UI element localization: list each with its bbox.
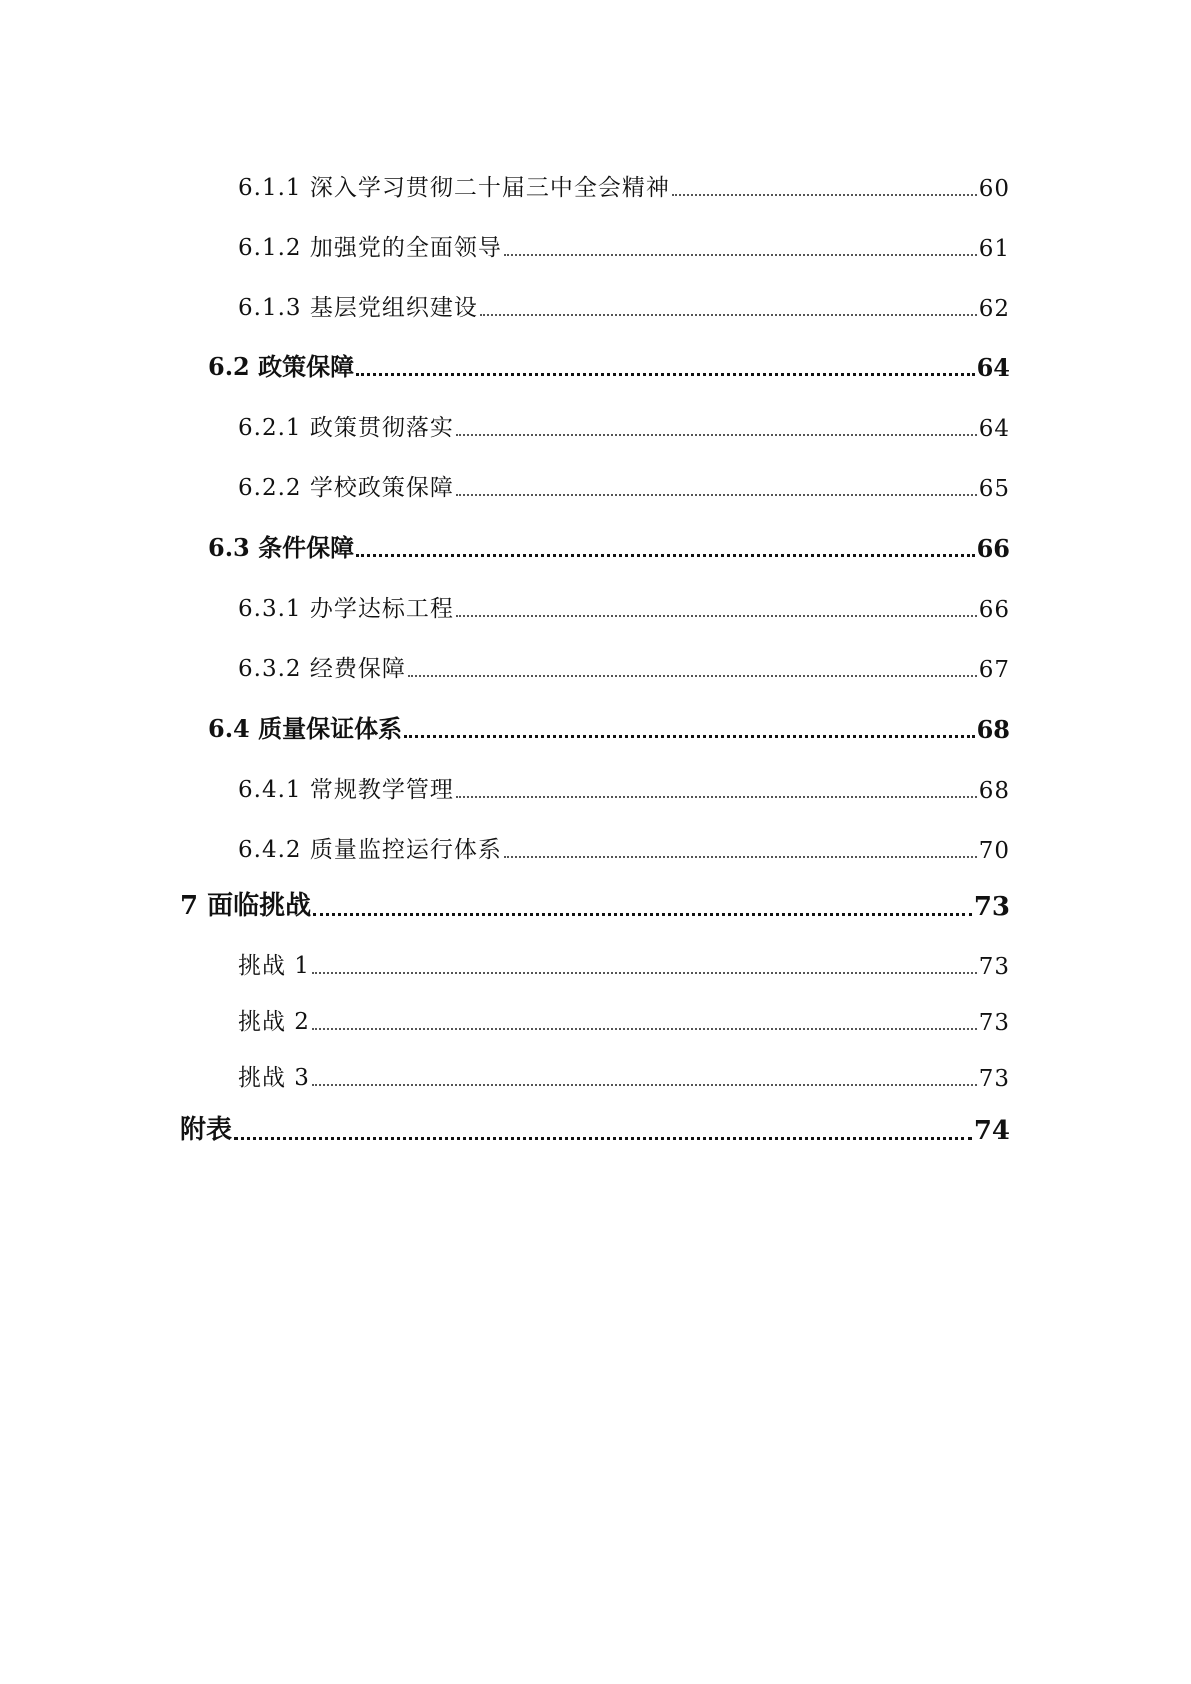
toc-entry-page: 73 <box>978 1010 1010 1036</box>
toc-entry-title: 6.2.1 政策贯彻落实 <box>238 415 454 441</box>
dot-leader <box>234 1136 972 1140</box>
dot-leader <box>456 795 977 798</box>
toc-entry-title: 6.3 条件保障 <box>208 533 355 562</box>
toc-entry-title: 6.2.2 学校政策保障 <box>238 475 454 501</box>
toc-entry[interactable] <box>238 466 1010 502</box>
toc-entry-title: 挑战 3 <box>238 1065 310 1091</box>
dot-leader <box>312 971 977 974</box>
dot-leader <box>672 193 977 196</box>
dot-leader <box>404 734 974 738</box>
toc-entry-title: 6.1.3 基层党组织建设 <box>238 295 478 321</box>
dot-leader <box>504 253 977 256</box>
toc-entry-title: 附表 <box>180 1115 233 1145</box>
toc-entry-title: 6.1.1 深入学习贯彻二十届三中全会精神 <box>238 175 670 201</box>
dot-leader <box>456 614 977 617</box>
toc-entry[interactable] <box>238 286 1010 322</box>
toc-entry-page: 66 <box>978 597 1010 623</box>
toc-entry-page: 61 <box>978 236 1010 262</box>
toc-entry-title: 6.4 质量保证体系 <box>208 714 403 743</box>
dot-leader <box>356 372 974 376</box>
toc-entry-page: 73 <box>978 954 1010 980</box>
toc-entry[interactable] <box>238 828 1010 864</box>
toc-entry-title: 6.1.2 加强党的全面领导 <box>238 235 502 261</box>
toc-entry-title: 挑战 1 <box>238 953 310 979</box>
toc-entry-page: 66 <box>976 534 1010 563</box>
toc-entry[interactable] <box>238 166 1010 202</box>
dot-leader <box>312 1083 977 1086</box>
toc-entry-page: 73 <box>978 1066 1010 1092</box>
toc-entry-page: 64 <box>976 353 1010 382</box>
dot-leader <box>312 1027 977 1030</box>
toc-entry[interactable] <box>238 406 1010 442</box>
toc-entry[interactable] <box>180 886 1010 922</box>
dot-leader <box>313 912 972 916</box>
toc-entry-page: 74 <box>973 1116 1010 1146</box>
toc-entry-page: 65 <box>978 476 1010 502</box>
toc-entry-page: 68 <box>976 715 1010 744</box>
dot-leader <box>504 855 977 858</box>
toc-entry-page: 67 <box>978 657 1010 683</box>
toc-entry[interactable] <box>180 1110 1010 1146</box>
toc-entry[interactable] <box>208 527 1010 563</box>
toc-entry-page: 73 <box>973 892 1010 922</box>
toc-entry-title: 挑战 2 <box>238 1009 310 1035</box>
toc-entry-page: 70 <box>978 838 1010 864</box>
toc-entry-page: 64 <box>978 416 1010 442</box>
toc-entry[interactable] <box>238 768 1010 804</box>
toc-entry[interactable] <box>238 1000 1010 1036</box>
toc-entry-page: 62 <box>978 296 1010 322</box>
toc-entry-title: 6.2 政策保障 <box>208 352 355 381</box>
toc-entry-title: 7 面临挑战 <box>180 891 312 921</box>
toc-entry[interactable] <box>238 944 1010 980</box>
dot-leader <box>356 553 974 557</box>
dot-leader <box>408 674 977 677</box>
toc-entry[interactable] <box>238 587 1010 623</box>
dot-leader <box>480 313 977 316</box>
toc-entry[interactable] <box>238 647 1010 683</box>
dot-leader <box>456 493 977 496</box>
toc-entry-title: 6.4.1 常规教学管理 <box>238 777 454 803</box>
toc-entry[interactable] <box>208 346 1010 382</box>
toc-entry-title: 6.3.1 办学达标工程 <box>238 596 454 622</box>
toc-entry[interactable] <box>238 226 1010 262</box>
toc-entry[interactable] <box>208 708 1010 744</box>
toc-entry[interactable] <box>238 1056 1010 1092</box>
toc-entry-page: 68 <box>978 778 1010 804</box>
toc-entry-title: 6.3.2 经费保障 <box>238 656 406 682</box>
dot-leader <box>456 433 977 436</box>
toc-entry-page: 60 <box>978 176 1010 202</box>
toc-entry-title: 6.4.2 质量监控运行体系 <box>238 837 502 863</box>
